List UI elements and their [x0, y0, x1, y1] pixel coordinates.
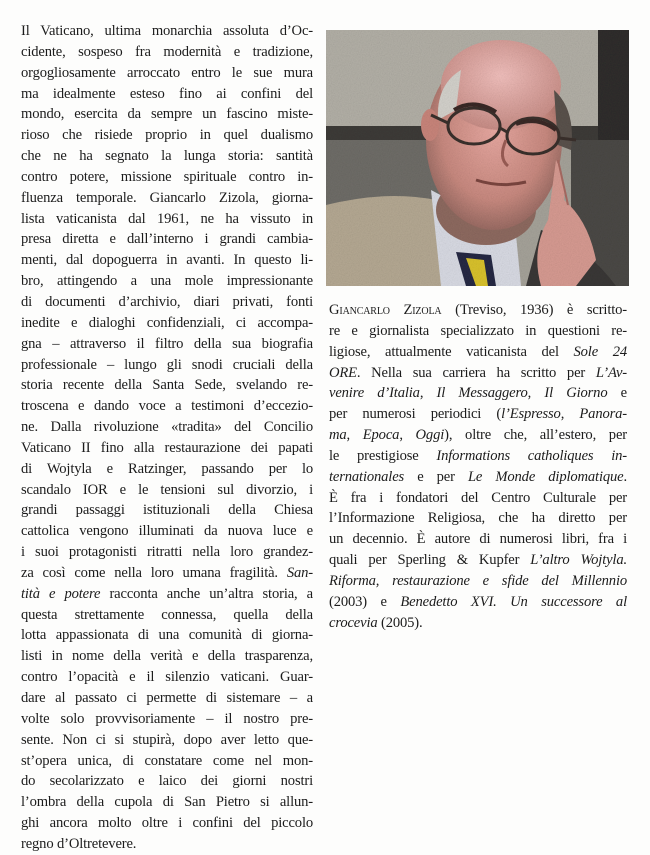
- text-line: scandalo IOR e le tensioni sul divorzio, i: [21, 481, 313, 498]
- bio-line: ternationales e per Le Monde diplomatique.: [329, 468, 627, 485]
- book-title: San-: [286, 564, 313, 581]
- text-line: cattolica vengono illuminati da nuova luce e: [21, 523, 313, 540]
- bio-line: Riforma, restaurazione e sfide del Millennio: [329, 572, 627, 589]
- text-line: ne. Dalla rivoluzione «tradita» del Concilio: [21, 419, 313, 436]
- bio-line: l’Informazione Religiosa, che ha diretto per: [329, 510, 627, 527]
- author-name: Giancarlo Zizola: [329, 302, 442, 318]
- text-line: do secolarizzato e laico dei giorni nostri: [21, 773, 313, 790]
- text-line: bro, attingendo a una mole impressionante: [21, 273, 313, 290]
- author-photo: [326, 30, 629, 286]
- bio-line: le prestigiose Informations catholiques in-: [329, 447, 627, 464]
- text-line: cidente, sospeso fra modernità e tradizione,: [21, 43, 313, 60]
- text-line: ma idealmente esteso fino ai confini del: [21, 85, 313, 102]
- text-line: contro l’opacità e il silenzio vaticani. Guar-: [21, 669, 313, 686]
- bio-line: un decennio. È autore di numerosi libri, fra i: [329, 531, 627, 548]
- text-line: lista vaticanista dal 1961, ne ha vissuto in: [21, 210, 313, 227]
- text-line: tità e potere racconta anche un’altra storia, a: [21, 585, 314, 602]
- book-title: tità e potere: [21, 585, 101, 602]
- text-line: di documenti d’archivio, diari privati, fonti: [21, 293, 313, 310]
- text-line: gna – attraverso il filtro della sua biografia: [21, 335, 313, 352]
- text-line: orgogliosamente arroccato entro le sue mura: [21, 64, 313, 81]
- text-line: professionale – lungo gli snodi cruciali della: [21, 356, 313, 373]
- text-line: fluenza temporale. Giancarlo Zizola, giorna-: [21, 189, 313, 206]
- bio-line: Giancarlo Zizola (Treviso, 1936) è scritto-: [329, 302, 628, 318]
- text-line: menti, dal dopoguerra in avanti. In questo li-: [21, 252, 313, 269]
- author-bio: [329, 300, 627, 634]
- bio-line: ORE. Nella sua carriera ha scritto per L’Av-: [329, 364, 627, 381]
- text-line: che ne ha segnato la lunga storia: santità: [21, 148, 313, 165]
- bio-line: re e giornalista specializzato in questioni re-: [329, 322, 627, 339]
- text-line: st’opera unica, di constatare come nel mon-: [21, 752, 313, 769]
- text-line: Vaticano II fino alla restaurazione dei papati: [21, 439, 313, 456]
- bio-line: ma, Epoca, Oggi), oltre che, all’estero, per: [329, 427, 627, 444]
- text-line: volte solo provvisoriamente – il nostro pre-: [21, 710, 313, 727]
- text-line: rioso che risiede proprio in quel dualismo: [21, 127, 313, 144]
- text-line: dare al passato ci permette di sistemare – a: [21, 690, 313, 706]
- bio-line: crocevia (2005).: [329, 614, 423, 631]
- bio-line: ligiose, attualmente vaticanista del Sole 24: [329, 343, 627, 360]
- text-line: presa diretta e dall’interno i grandi cambia-: [21, 231, 313, 248]
- text-line: mondo, esercita da sempre un fascino miste-: [21, 106, 313, 123]
- text-line: regno d’Oltretevere.: [21, 835, 137, 852]
- text-line: za così come nella loro umana fragilità. San-: [21, 564, 313, 581]
- bio-line: quali per Sperling & Kupfer L’altro Wojtyla.: [329, 552, 627, 569]
- text-line: questa strettamente connessa, quella della: [21, 606, 313, 623]
- book-description: [21, 21, 313, 855]
- bio-line: È fra i fondatori del Centro Culturale per: [329, 489, 627, 506]
- text-line: troscena e dando voce a testimoni d’eccezio-: [21, 398, 313, 415]
- bio-line: venire d’Italia, Il Messaggero, Il Giorno e: [329, 385, 628, 402]
- bio-line: (2003) e Benedetto XVI. Un successore al: [329, 593, 627, 610]
- text-line: listi in nome della verità e della trasparenza,: [21, 648, 313, 665]
- text-line: l’ombra della cupola di San Pietro si allun-: [21, 794, 313, 811]
- text-line: inedite e dialoghi confidenziali, ci accompa-: [21, 314, 313, 331]
- text-line: grandi passaggi istituzionali della Chiesa: [21, 502, 313, 519]
- text-line: di Wojtyla e Ratzinger, passando per lo: [21, 460, 313, 477]
- text-line: lotta appassionata di una comunità di giorna-: [21, 627, 313, 644]
- bio-line: per numerosi periodici (l’Espresso, Panora-: [329, 406, 627, 423]
- text-line: i suoi protagonisti ritratti nella loro grandez-: [21, 544, 313, 561]
- author-portrait-image: [326, 30, 629, 286]
- text-line: storia recente della Santa Sede, svelando re-: [21, 377, 313, 394]
- text-line: Il Vaticano, ultima monarchia assoluta d’Oc-: [21, 23, 313, 39]
- text-line: sente. Non ci si stupirà, dopo aver letto que-: [21, 731, 313, 748]
- text-line: ghi ancora molto oltre i confini del piccolo: [21, 815, 313, 832]
- text-line: contro potere, missione spirituale contro in-: [21, 168, 313, 185]
